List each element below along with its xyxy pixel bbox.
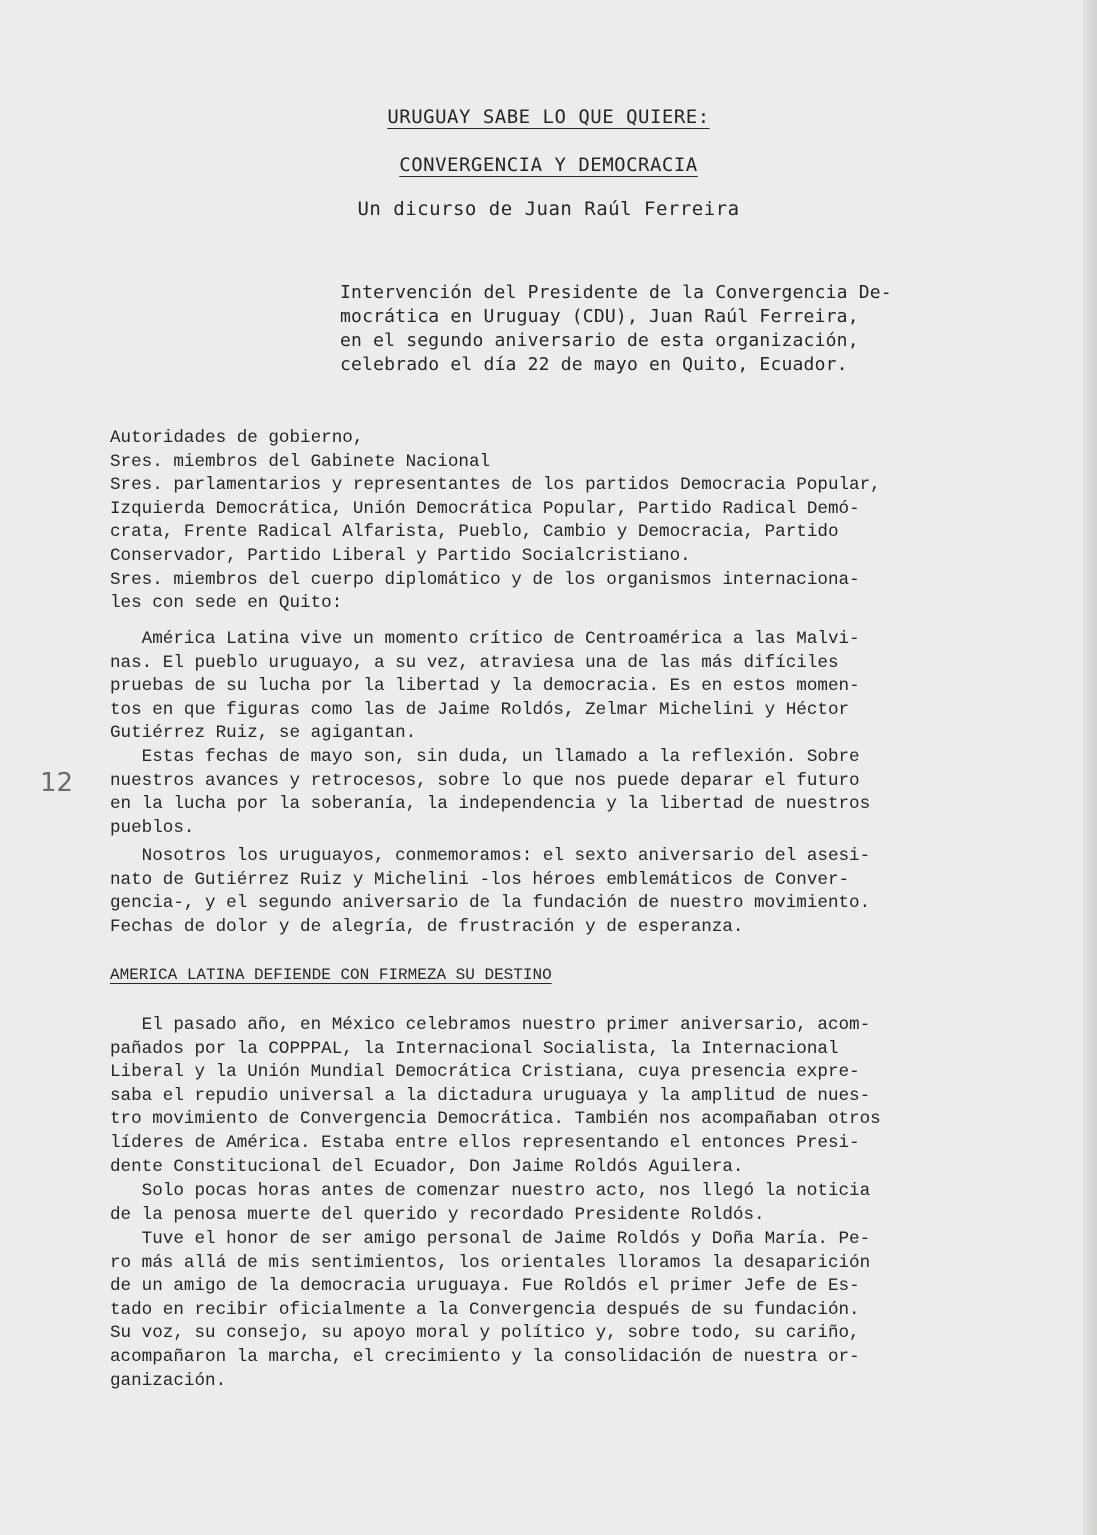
page-number: 12: [40, 768, 74, 798]
paragraph-5: Solo pocas horas antes de comenzar nuestro acto, nos llegó la noticia de la penosa muerte del querido y recordado Presidente Roldós.: [110, 1181, 871, 1225]
paragraph-4: El pasado año, en México celebramos nuestro primer aniversario, acom- pañados por la COPPPAL, la Internacional Socialista, la Internacional Liberal y la Unión Mundial Democrática Cristiana, cuya presencia expre- saba el repudio universal a la dictadura uruguaya y la amplitud de nues- tro movimiento de Convergencia Democrática. También nos acompañaban otros líderes de América. Estaba entre ellos representando el entonces Presi- dente Constitucional del Ecuador, Don Jaime Roldós Aguilera.: [110, 1015, 881, 1177]
salutation: Autoridades de gobierno, Sres. miembros del Gabinete Nacional Sres. parlamentarios y representantes de los partidos Democracia Popular, Izquierda Democrática, Unión Democrática Popular, Partido Radical Demó- crata, Frente Radical Alfarista, Pueblo, Cambio y Democracia, Partido Conservador, Partido Liberal y Partido Socialcristiano. Sres. miembros del cuerpo diplomático y de los organismos internaciona- les con sede en Quito:: [110, 428, 881, 614]
paragraph-3: Nosotros los uruguayos, conmemoramos: el sexto aniversario del asesi- nato de Gutiérrez Ruiz y Michelini -los héroes emblemáticos de Conver- gencia-, y el segundo aniversario de la fundación de nuestro movimiento. Fechas de dolor y de alegría, de frustración y de esperanza.: [110, 846, 871, 937]
intro-paragraph: Intervención del Presidente de la Convergencia De- mocrática en Uruguay (CDU), Juan Raúl Ferreira, en el segundo aniversario de esta organización, celebrado el día 22 de mayo en Quito, Ecuador.: [340, 282, 892, 375]
page-edge: [1083, 0, 1097, 1535]
section-heading: AMERICA LATINA DEFIENDE CON FIRMEZA SU DESTINO: [110, 966, 552, 984]
paragraph-1: América Latina vive un momento crítico de Centroamérica a las Malvi- nas. El pueblo uruguayo, a su vez, atraviesa una de las más difíciles pruebas de su lucha por la libertad y la democracia. Es en estos momen- tos en que figuras como las de Jaime Roldós, Zelmar Michelini y Héctor Gutiérrez Ruiz, se agigantan.: [110, 629, 860, 744]
subtitle: Un dicurso de Juan Raúl Ferreira: [357, 198, 740, 220]
paragraph-6: Tuve el honor de ser amigo personal de Jaime Roldós y Doña María. Pe- ro más allá de mis sentimientos, los orientales lloramos la desaparición de un amigo de la democracia uruguaya. Fue Roldós el primer Jefe de Es- tado en recibir oficialmente a la Convergencia después de su fundación. Su voz, su consejo, su apoyo moral y político y, sobre todo, su cariño, acompañaron la marcha, el crecimiento y la consolidación de nuestra or- ganización.: [110, 1229, 871, 1391]
title-line-2: CONVERGENCIA Y DEMOCRACIA: [399, 154, 698, 176]
title-line-1: URUGUAY SABE LO QUE QUIERE:: [387, 106, 710, 128]
paragraph-2: Estas fechas de mayo son, sin duda, un llamado a la reflexión. Sobre nuestros avances y retrocesos, sobre lo que nos puede deparar el futuro en la lucha por la soberanía, la independencia y la libertad de nuestros pueblos.: [110, 747, 871, 838]
